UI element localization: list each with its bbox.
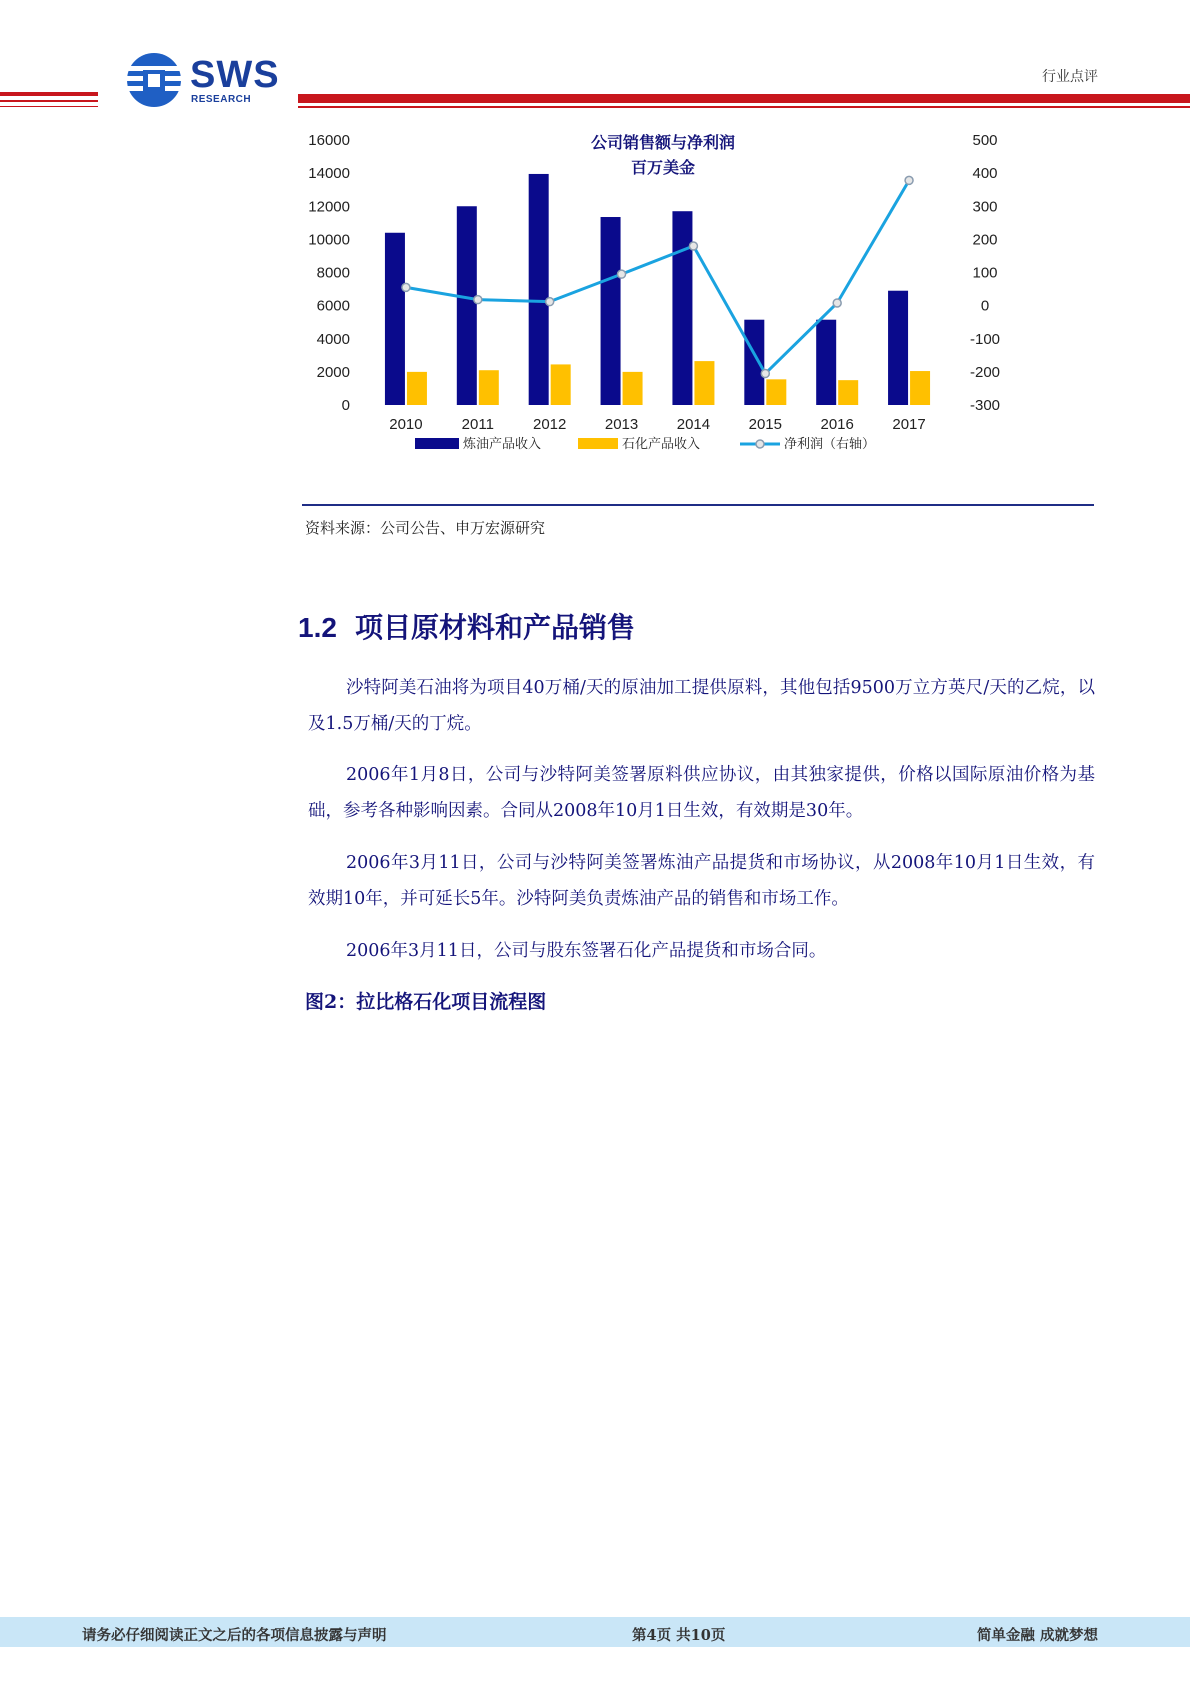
- footer-slogan: 简单金融 成就梦想: [976, 1627, 1098, 1644]
- chart-source: 资料来源：公司公告、申万宏源研究: [305, 519, 546, 537]
- y-left-tick-label: 10000: [308, 231, 350, 249]
- net-profit-point: [905, 176, 913, 184]
- net-profit-point: [546, 298, 554, 306]
- figure-caption: 图2：拉比格石化项目流程图: [305, 991, 547, 1013]
- header-rule: [0, 100, 98, 102]
- legend-label: 净利润（右轴）: [784, 437, 876, 452]
- bar-refining: [601, 217, 621, 405]
- bar-refining: [744, 320, 764, 405]
- y-right-tick-label: -100: [969, 330, 1001, 348]
- report-type-tag: 行业点评: [1042, 69, 1098, 85]
- sales-profit-chart: [308, 130, 1090, 510]
- bar-petrochem: [766, 379, 786, 405]
- x-tick-label: 2011: [461, 416, 494, 433]
- source-divider: [302, 504, 1094, 506]
- paragraph: 2006年3月11日，公司与沙特阿美签署炼油产品提货和市场协议，从2008年10月1日生效，有效期10年，并可延长5年。沙特阿美负责炼油产品的销售和市场工作。: [308, 853, 1095, 909]
- x-tick-label: 2010: [389, 416, 423, 433]
- net-profit-point: [618, 270, 626, 278]
- section-heading: [298, 606, 635, 646]
- sws-logo-icon: [126, 52, 182, 108]
- logo-text: SWS: [190, 54, 280, 96]
- paragraph: 沙特阿美石油将为项目40万桶/天的原油加工提供原料，其他包括9500万立方英尺/天的乙烷，以及1.5万桶/天的丁烷。: [308, 678, 1095, 734]
- bar-refining: [816, 320, 836, 405]
- paragraph: 2006年3月11日，公司与股东签署石化产品提货和市场合同。: [346, 941, 827, 961]
- footer-disclaimer: 请务必仔细阅读正文之后的各项信息披露与声明: [82, 1627, 387, 1644]
- y-right-tick-label: 300: [972, 198, 998, 216]
- header-rule: [0, 92, 98, 96]
- bar-petrochem: [910, 371, 930, 405]
- bar-refining: [457, 206, 477, 405]
- net-profit-point: [833, 299, 841, 307]
- y-right-tick-label: 400: [972, 165, 998, 183]
- y-left-tick-label: 14000: [308, 165, 350, 183]
- bar-petrochem: [623, 372, 643, 405]
- y-right-tick-label: -300: [969, 397, 1001, 414]
- section-title: 项目原材料和产品销售: [354, 611, 635, 644]
- legend-label: 炼油产品收入: [463, 437, 542, 452]
- chart-subtitle: 百万美金: [630, 158, 696, 177]
- x-tick-label: 2014: [676, 416, 711, 433]
- y-left-tick-label: 0: [341, 397, 350, 414]
- bar-petrochem: [407, 372, 427, 405]
- net-profit-point: [689, 242, 697, 250]
- legend-label: 石化产品收入: [622, 437, 701, 452]
- paragraph: 2006年1月8日，公司与沙特阿美签署原料供应协议，由其独家提供，价格以国际原油价格为基础，参考各种影响因素。合同从2008年10月1日生效，有效期是30年。: [308, 765, 1095, 821]
- header-rule: [298, 94, 1190, 103]
- bar-petrochem: [838, 380, 858, 405]
- y-right-tick-label: -200: [969, 363, 1001, 381]
- legend-marker-profit: [756, 440, 764, 448]
- x-tick-label: 2017: [892, 416, 926, 433]
- net-profit-point: [402, 283, 410, 291]
- section-number: 1.2: [298, 612, 337, 643]
- y-right-tick-label: 200: [972, 231, 998, 249]
- bar-refining: [385, 233, 405, 405]
- bar-petrochem: [551, 364, 571, 405]
- page-number: 第4页 共10页: [632, 1627, 726, 1644]
- y-left-tick-label: 6000: [316, 297, 350, 315]
- y-left-tick-label: 12000: [308, 198, 350, 216]
- net-profit-point: [474, 296, 482, 304]
- bar-refining: [672, 211, 692, 405]
- y-left-tick-label: 2000: [316, 363, 350, 381]
- x-tick-label: 2013: [604, 416, 639, 433]
- net-profit-point: [761, 370, 769, 378]
- y-right-tick-label: 0: [980, 297, 990, 315]
- y-left-tick-label: 4000: [316, 330, 350, 348]
- x-tick-label: 2016: [820, 416, 854, 433]
- page-footer: [0, 1617, 1190, 1647]
- bar-petrochem: [479, 370, 499, 405]
- legend-swatch-petrochem: [578, 438, 618, 449]
- y-left-tick-label: 16000: [308, 132, 350, 149]
- header-rule: [298, 106, 1190, 108]
- y-right-tick-label: 500: [972, 132, 998, 149]
- y-left-tick-label: 8000: [316, 264, 350, 282]
- logo-subtext: RESEARCH: [191, 94, 252, 105]
- chart-title: 公司销售额与净利润: [590, 133, 736, 152]
- header-rule: [0, 106, 98, 107]
- bar-refining: [529, 174, 549, 405]
- x-tick-label: 2012: [533, 416, 567, 433]
- legend-swatch-refining: [415, 438, 459, 449]
- bar-petrochem: [694, 361, 714, 405]
- bar-refining: [888, 291, 908, 405]
- x-tick-label: 2015: [748, 416, 782, 433]
- y-right-tick-label: 100: [972, 264, 998, 282]
